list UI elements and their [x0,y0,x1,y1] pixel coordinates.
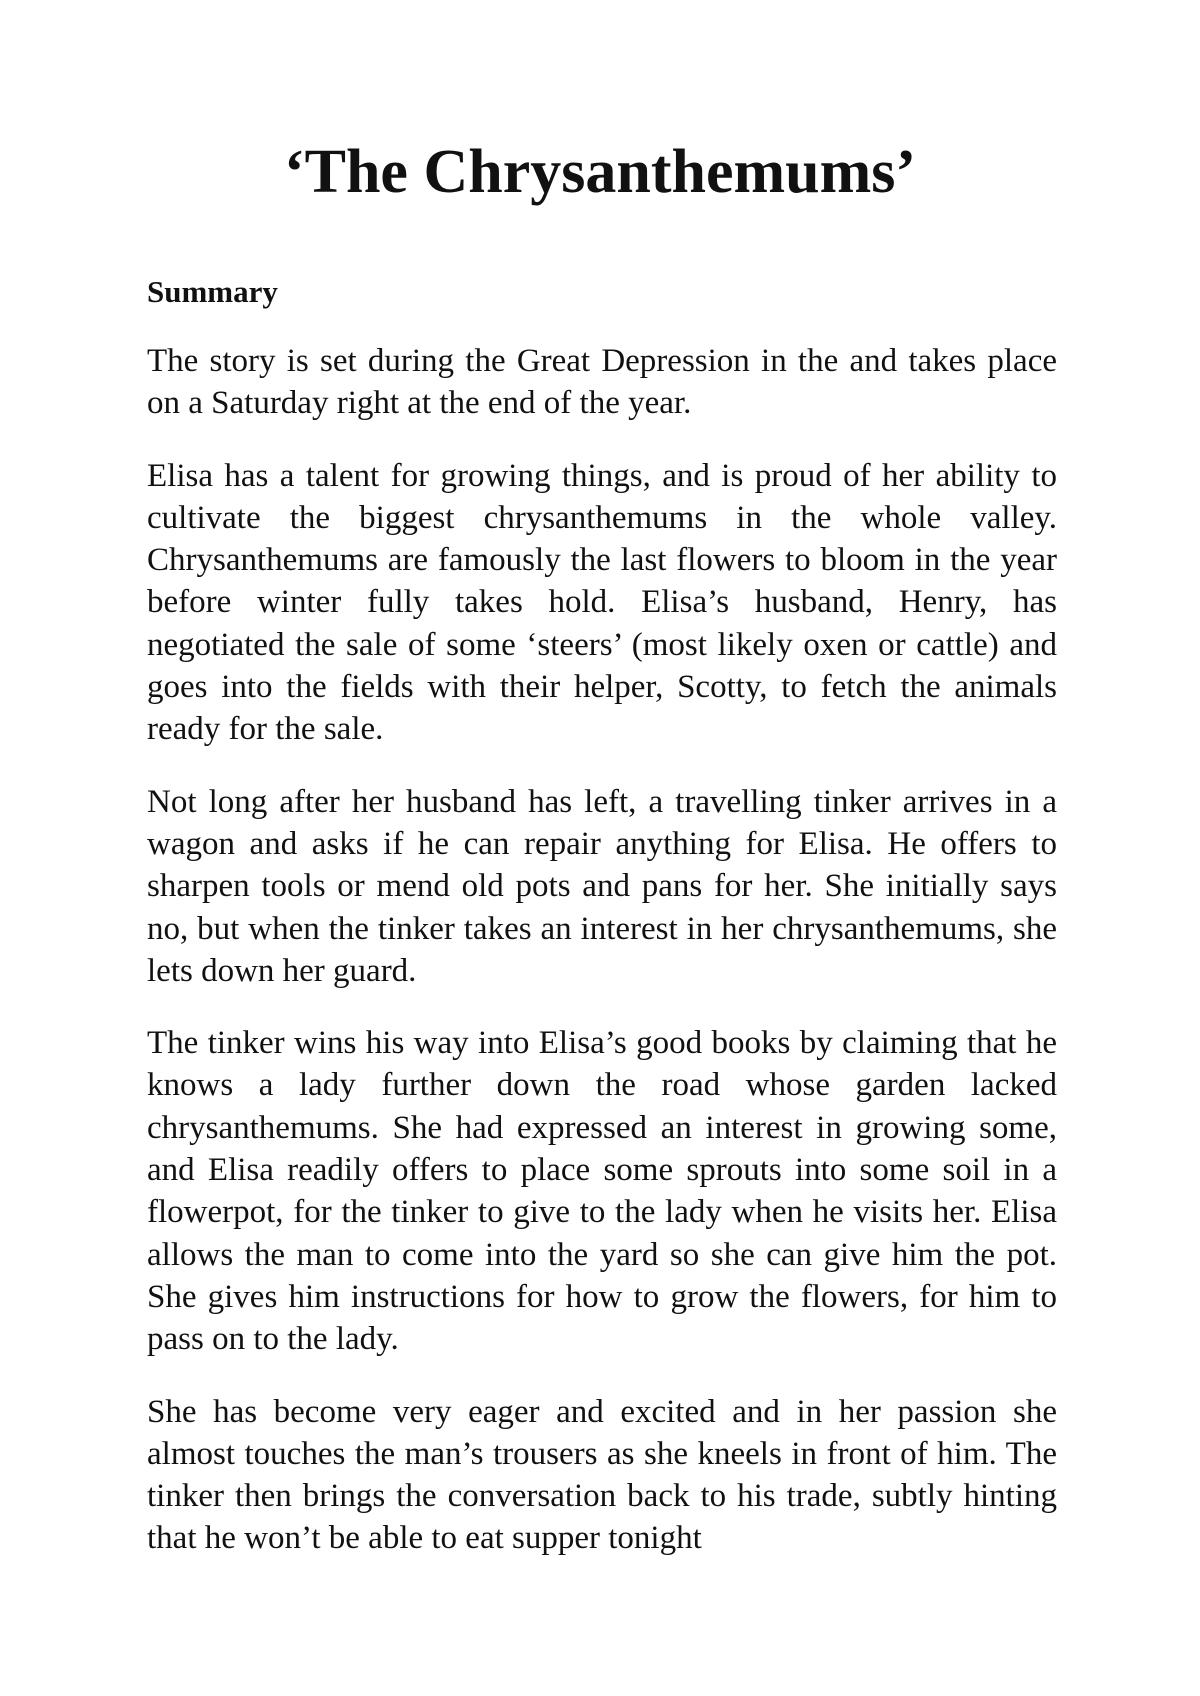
section-heading: Summary [147,274,278,309]
paragraph: Elisa has a talent for growing things, and is proud of her ability to cultivate the biggest chrysanthemums in the whole valley. Chrysanthemums are famously the last flowers to bloom in the year before winter fully takes hold. Elisa’s husband, Henry, has negotiated the sale of some ‘steers’ (most likely oxen or cattle) and goes into the fields with their helper, Scotty, to fetch the animals ready for the sale. [147,457,1057,748]
document-title: ‘The Chrysanthemums’ [283,138,917,206]
paragraph: Not long after her husband has left, a travelling tinker arrives in a wagon and asks if he can repair anything for Elisa. He offers to sharpen tools or mend old pots and pans for her. She initially says no, but when the tinker takes an interest in her chrysanthemums, she lets down her guard. [147,783,1057,989]
document-body [147,272,1057,1590]
paragraph: The story is set during the Great Depression in the and takes place on a Saturday right at the end of the year. [147,343,1057,422]
paragraph: She has become very eager and excited and in her passion she almost touches the man’s trousers as she kneels in front of him. The tinker then brings the conversation back to his trade, subtly hinting that he won’t be able to eat supper tonight [147,1393,1057,1557]
paragraph: The tinker wins his way into Elisa’s good books by claiming that he knows a lady further down the road whose garden lacked chrysanthemums. She had expressed an interest in growing some, and Elisa readily offers to place some sprouts into some soil in a flowerpot, for the tinker to give to the lady when he visits her. Elisa allows the man to come into the yard so she can give him the pot. She gives him instructions for how to grow the flowers, for him to pass on to the lady. [147,1025,1057,1358]
